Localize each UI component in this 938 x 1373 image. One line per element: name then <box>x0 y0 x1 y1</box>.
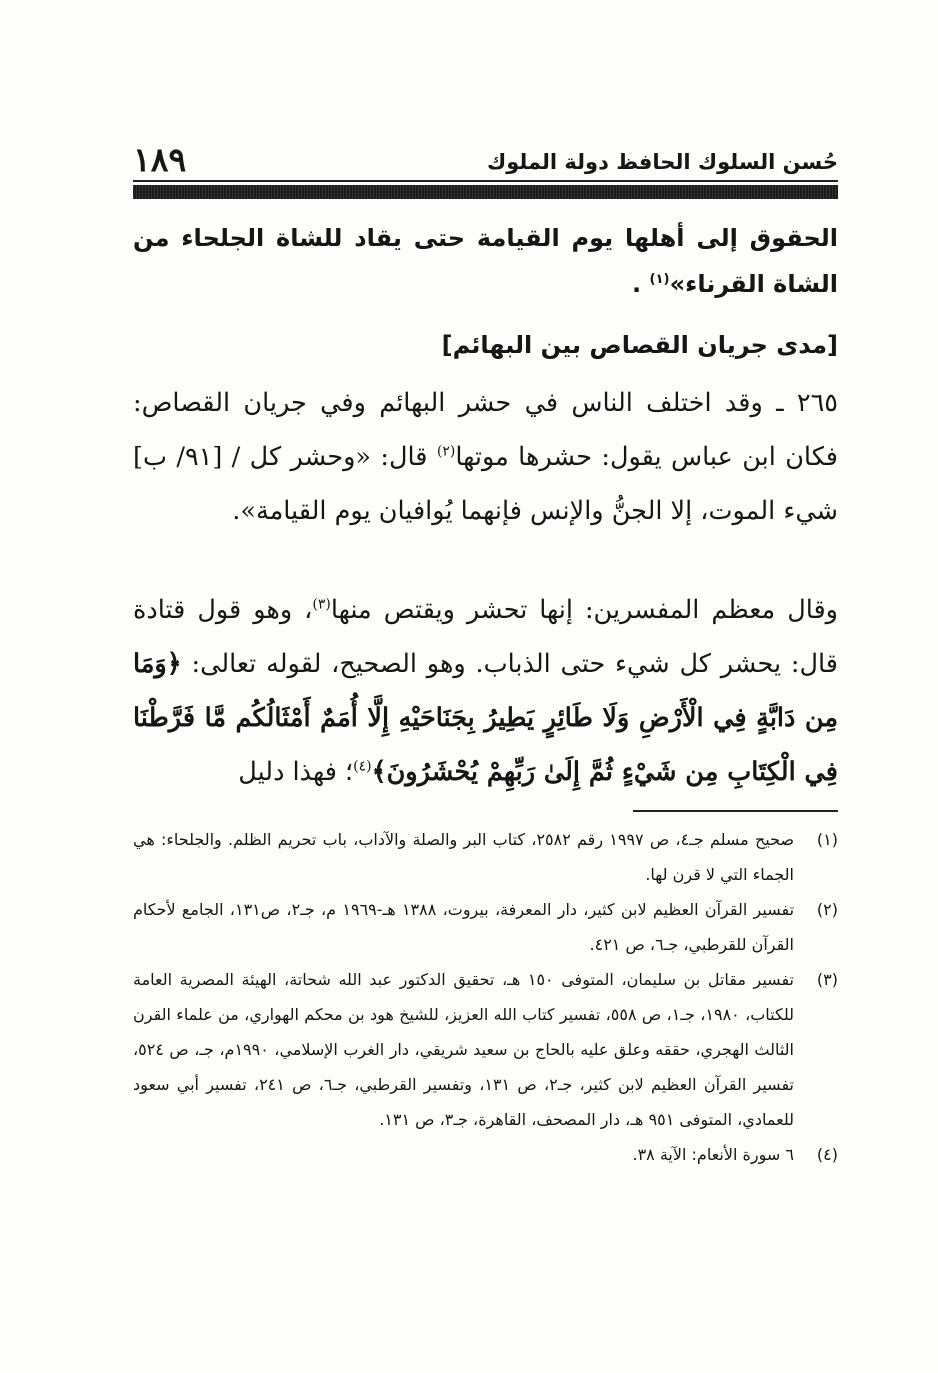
section-heading: [مدى جريان القصاص بين البهائم] <box>441 331 838 359</box>
footnote <box>133 892 838 962</box>
paragraph-2-text-a: وقال معظم المفسرين: إنها تحشر ويقتص منها <box>330 595 838 625</box>
running-title: حُسن السلوك الحافظ دولة الملوك <box>486 150 838 174</box>
footnote-text: تفسير القرآن العظيم لابن كثير، دار المعرفة، بيروت، ١٣٨٨ هـ-١٩٦٩ م، جـ٢، ص١٣١، الجامع لأحكام القرآن للقرطبي، جـ٦، ص ٤٢١. <box>133 900 795 954</box>
footnote-number: (٣) <box>816 970 838 989</box>
footnote <box>133 1137 838 1172</box>
paragraph-265-text-a: ٢٦٥ ـ وقد اختلف الناس في حشر البهائم وفي جريان القصاص: فكان ابن عباس يقول: حشرها موتها <box>133 388 838 472</box>
footnote-text: ٦ سورة الأنعام: الآية ٣٨. <box>632 1145 794 1164</box>
quote-continuation <box>133 215 838 307</box>
paragraph-265-text-b: قال: «وحشر كل / [٩١/ ب] شيء الموت، إلا الجنُّ والإنس فإنهما يُوافيان يوم القيامة». <box>133 442 838 526</box>
paragraph-2-text-b: ، وهو قول قتادة قال: يحشر كل شيء حتى الذباب. وهو الصحيح، لقوله تعالى: <box>133 595 838 679</box>
footnote-text: تفسير مقاتل بن سليمان، المتوفى ١٥٠ هـ، تحقيق الدكتور عبد الله شحاتة، الهيئة المصرية العامة للكتاب، ١٩٨٠، جـ١، ص ٥٥٨، تفسير كتاب الله العزيز، للشيخ هود بن محكم الهواري، من علماء القرن الثالث الهجري، حققه وعلق عليه بالحاج بن سعيد شريقي، دار الغرب الإسلامي، ١٩٩٠م، جـ، ص ٥٢٤، تفسير القرآن العظيم لابن كثير، جـ٢، ص ١٣١، وتفسير القرطبي، جـ٦، ص ٢٤١، تفسير أبي سعود للعمادي، المتوفى ٩٥١ هـ، دار المصحف، القاهرة، جـ٣، ص ١٣١. <box>133 970 795 1129</box>
footnotes <box>133 822 838 1172</box>
footnote <box>133 822 838 892</box>
header-bar <box>133 185 838 199</box>
quote-text: الحقوق إلى أهلها يوم القيامة حتى يقاد للشاة الجلحاء من الشاة القرناء» <box>133 224 838 298</box>
page-number: ١٨٩ <box>133 140 187 179</box>
quote-end: . <box>631 270 650 298</box>
footnote-number: (٢) <box>816 900 838 919</box>
footnote-separator <box>633 810 838 812</box>
paragraph-265 <box>133 376 838 538</box>
header-rule <box>133 180 838 182</box>
paragraph-2-text-c: ؛ فهذا دليل <box>238 757 354 787</box>
footnote-ref-4: (٤) <box>353 758 372 775</box>
footnote-text: صحيح مسلم جـ٤، ص ١٩٩٧ رقم ٢٥٨٢، كتاب البر والصلة والآداب، باب تحريم الظلم. والجلحاء: هي الجماء التي لا قرن لها. <box>133 830 795 884</box>
footnote-ref-2: (٢) <box>436 443 456 460</box>
footnote-number: (١) <box>816 830 838 849</box>
footnote-ref-1: (١) <box>649 272 670 287</box>
footnote-ref-3: (٣) <box>312 596 331 613</box>
page-header <box>133 136 838 180</box>
footnote-number: (٤) <box>816 1145 838 1164</box>
quran-verse: ﴿وَمَا مِن دَابَّةٍ فِي الْأَرْضِ وَلَا طَائِرٍ يَطِيرُ بِجَنَاحَيْهِ إِلَّا أُمَمٌ أَمْثَالُكُم مَّا فَرَّطْنَا فِي الْكِتَابِ مِن شَيْءٍ ثُمَّ إِلَىٰ رَبِّهِمْ يُحْشَرُونَ﴾ <box>133 649 838 787</box>
paragraph-mufassirun <box>133 583 838 799</box>
footnote <box>133 962 838 1137</box>
